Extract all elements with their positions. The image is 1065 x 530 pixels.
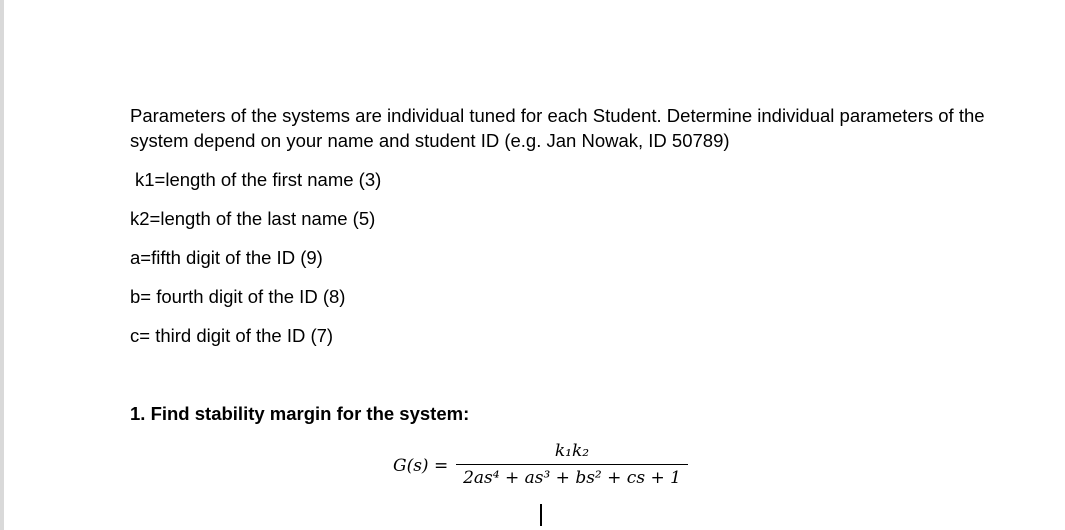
text-cursor	[540, 504, 542, 526]
parameter-a: a=fifth digit of the ID (9)	[130, 247, 323, 268]
page-left-border	[0, 0, 4, 530]
intro-paragraph: Parameters of the systems are individual tuned for each Student. Determine individual parameters of the system depend on your name and student ID (e.g. Jan Nowak, ID 50789)	[130, 105, 985, 151]
parameter-k2: k2=length of the last name (5)	[130, 208, 376, 229]
document-body	[130, 103, 1030, 153]
parameter-c: c= third digit of the ID (7)	[130, 325, 334, 346]
formula-numerator: k₁k₂	[554, 441, 590, 461]
task-heading: 1. Find stability margin for the system:	[130, 403, 470, 424]
parameter-b: b= fourth digit of the ID (8)	[130, 286, 346, 307]
fraction-bar	[456, 464, 688, 465]
formula-fraction	[456, 440, 688, 489]
formula-lhs: G(s) =	[393, 456, 449, 476]
parameter-k1: k1=length of the first name (3)	[135, 169, 382, 190]
formula-denominator: 2as⁴ + as³ + bs² + cs + 1	[463, 468, 681, 488]
